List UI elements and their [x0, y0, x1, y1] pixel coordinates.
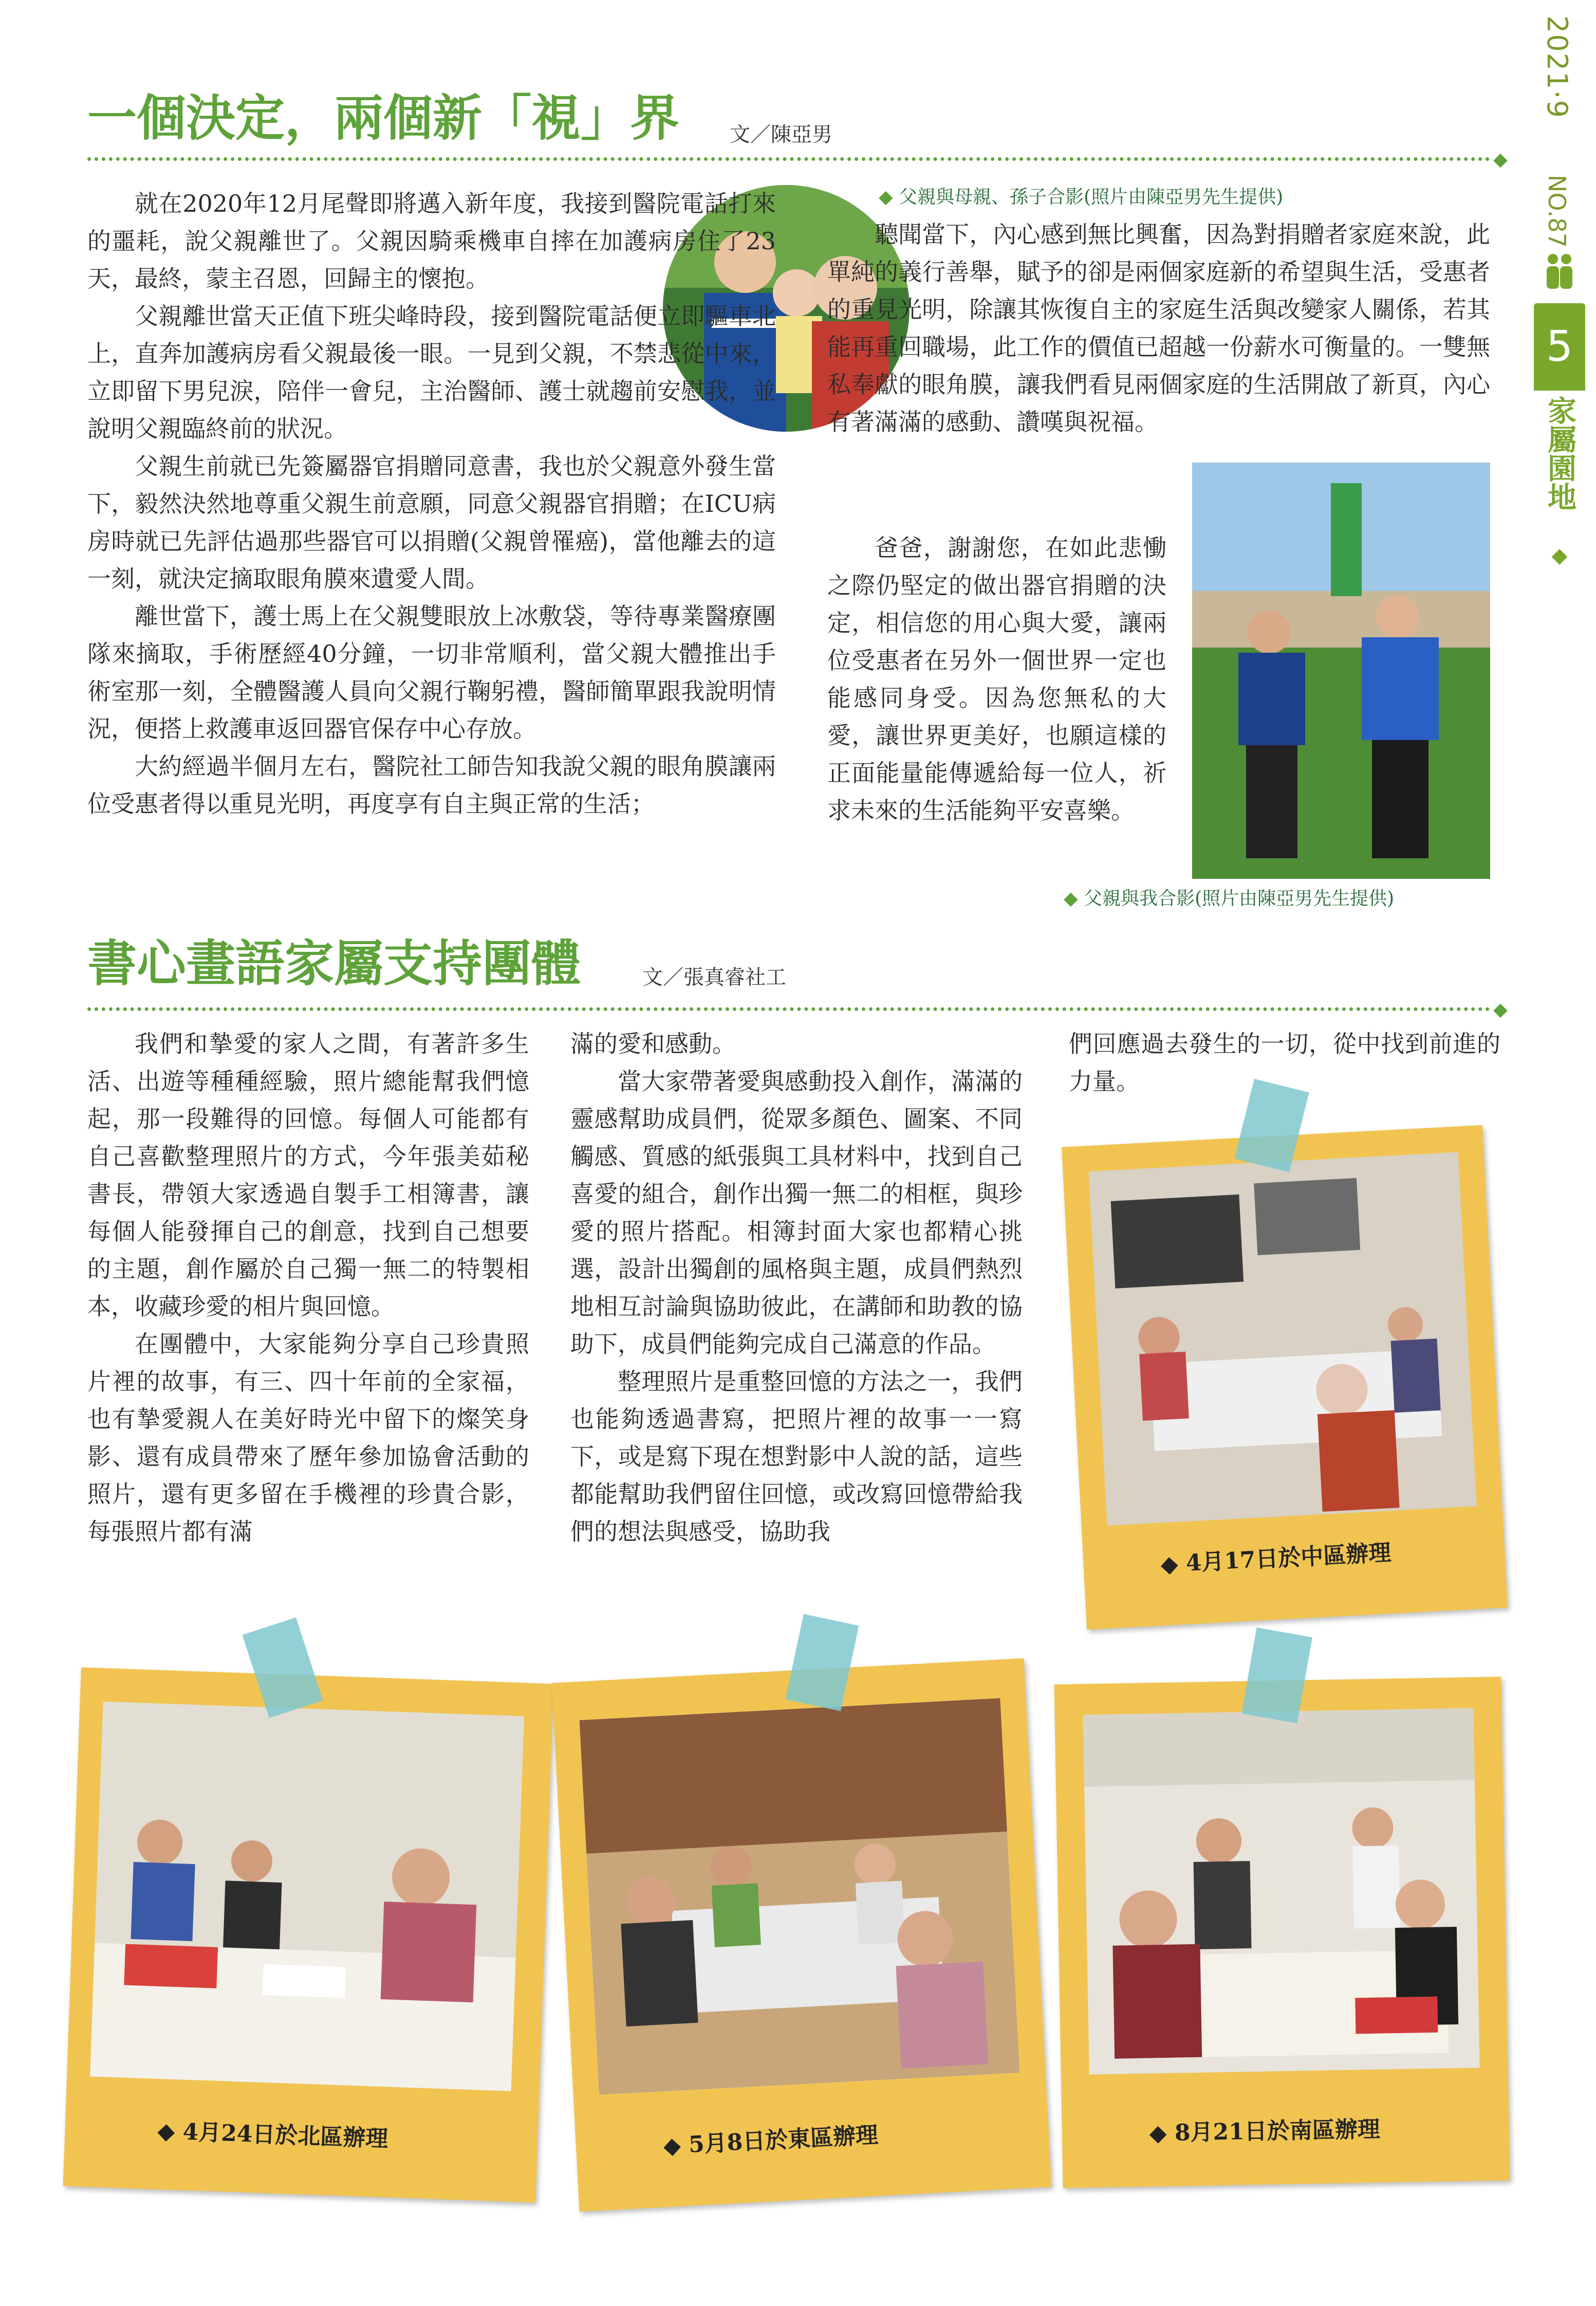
caption-family-photo — [879, 182, 1283, 209]
diamond-bullet-icon: ◆ — [1149, 2119, 1175, 2147]
article1-paragraph-3: 父親生前就已先簽屬器官捐贈同意書，我也於父親意外發生當下，毅然決然地尊重父親生前意願，同意父親器官捐贈；在ICU病房時就已先評估過那些器官可以捐贈(父親曾罹癌)，當他離去的這一刻，就決定摘取眼角膜來遺愛人間。 — [87, 452, 776, 593]
caption-father-and-me-text: 父親與我合影(照片由陳亞男先生提供) — [1084, 888, 1395, 909]
diamond-bullet-icon: ◆ — [879, 187, 899, 208]
polaroid-image-central-art — [1089, 1152, 1477, 1526]
article1-paragraph-2: 父親離世當天正值下班尖峰時段，接到醫院電話便立即驅車北上，直奔加護病房看父親最後一眼。一見到父親，不禁悲從中來，立即留下男兒淚，陪伴一會兒，主治醫師、護士就趨前安慰我，並說明父親臨終前的狀況。 — [87, 302, 776, 442]
diamond-bullet-icon: ◆ — [1064, 888, 1084, 909]
article1-right-column — [827, 216, 1490, 441]
polaroid-image-north-art — [90, 1702, 524, 2091]
polaroid-caption-east-text: 5月8日於東區辦理 — [688, 2121, 879, 2159]
article1-paragraph-5: 大約經過半個月左右，醫院社工師告知我說父親的眼角膜讓兩位受惠者得以重見光明，再度享有自主與正常的生活； — [87, 752, 776, 818]
diamond-bullet-icon: ◆ — [1160, 1550, 1187, 1578]
diamond-bullet-icon: ◆ — [662, 2132, 690, 2160]
article2-paragraph-3: 當大家帶著愛與感動投入創作，滿滿的靈感幫助成員們，從眾多顏色、圖案、不同觸感、質感的紙張與工具材料中，找到自己喜愛的組合，創作出獨一無二的相框，與珍愛的照片搭配。相簿封面大家也都精心挑選，設計出獨創的風格與主題，成員們熱烈地相互討論與協助彼此，在講師和助教的協助下，成員們能夠完成自己滿意的作品。 — [570, 1067, 1023, 1358]
polaroid-photo-north — [63, 1667, 554, 2202]
caption-family-photo-text: 父親與母親、孫子合影(照片由陳亞男先生提供) — [899, 187, 1284, 208]
polaroid-caption-north — [157, 2112, 389, 2153]
polaroid-photo-central — [1062, 1125, 1508, 1630]
polaroid-photo-east — [552, 1658, 1052, 2212]
father-and-son-photo — [1192, 463, 1490, 879]
article1-paragraph-7: 爸爸，謝謝您，在如此悲慟之際仍堅定的做出器官捐贈的決定，相信您的用心與大愛，讓兩位受惠者在另外一個世界一定也能感同身受。因為您無私的大愛，讓世界更美好，也願這樣的正面能量能傳遞給每一位人，祈求未來的生活能夠平安喜樂。 — [827, 534, 1166, 824]
issue-year — [1529, 15, 1585, 119]
article1-title: 一個決定，兩個新「視」界 — [87, 89, 679, 147]
section-label-text: 家屬園地 — [1543, 396, 1576, 511]
polaroid-image-north — [90, 1702, 524, 2091]
diamond-bullet-icon: ◆ — [1493, 999, 1508, 1020]
article2-paragraph-4: 整理照片是重整回憶的方法之一，我們也能夠透過書寫，把照片裡的故事一一寫下，或是寫下現在想對影中人說的話，這些都能幫助我們留住回憶，或改寫回憶帶給我們的想法與感受，協助我 — [570, 1368, 1023, 1545]
polaroid-photo-south — [1054, 1676, 1510, 2188]
article2-paragraph-1: 我們和摯愛的家人之間，有著許多生活、出遊等種種經驗，照片總能幫我們憶起，那一段難得的回憶。每個人可能都有自己喜歡整理照片的方式，今年張美茹秘書長，帶領大家透過自製手工相簿書，讓每個人能發揮自己的創意，找到自己想要的主題，創作屬於自己獨一無二的特製相本，收藏珍愛的相片與回憶。 — [87, 1030, 529, 1320]
article2-column-3-lead: 們回應過去發生的一切，從中找到前進的力量。 — [1069, 1030, 1500, 1095]
article2-divider — [87, 1007, 1490, 1011]
polaroid-caption-south — [1149, 2111, 1380, 2148]
article1-left-column — [87, 185, 776, 823]
polaroid-image-south — [1083, 1708, 1480, 2074]
article2-column-2 — [570, 1025, 1023, 1551]
article1-byline: 文／陳亞男 — [730, 123, 832, 146]
polaroid-caption-south-text: 8月21日於南區辦理 — [1174, 2116, 1381, 2146]
issue-number — [1529, 175, 1585, 248]
issue-number-text: NO.87 — [1543, 175, 1571, 248]
article1-paragraph-6: 聽聞當下，內心感到無比興奮，因為對捐贈者家庭來說，此單純的義行善舉，賦予的卻是兩個家庭新的希望與生活，受惠者的重見光明，除讓其恢復自主的家庭生活與改變家人關係，若其能再重回職場，此工作的價值已超越一份薪水可衡量的。一雙無私奉獻的眼角膜，讓我們看見兩個家庭的生活開啟了新頁，內心有著滿滿的感動、讚嘆與祝福。 — [827, 220, 1490, 436]
article2-column-2-lead: 滿的愛和感動。 — [570, 1030, 736, 1058]
polaroid-image-east — [580, 1698, 1020, 2095]
polaroid-caption-central — [1160, 1534, 1392, 1579]
section-label — [1536, 396, 1583, 511]
family-people-icon — [1542, 252, 1578, 293]
diamond-bullet-icon: ◆ — [157, 2118, 183, 2145]
polaroid-image-east-art — [580, 1698, 1020, 2095]
article2-column-1 — [87, 1025, 529, 1551]
caption-father-and-me — [1064, 884, 1394, 910]
article2-paragraph-2: 在團體中，大家能夠分享自己珍貴照片裡的故事，有三、四十年前的全家福，也有摯愛親人在美好時光中留下的燦笑身影、還有成員帶來了歷年參加協會活動的照片，還有更多留在手機裡的珍貴合影，每張照片都有滿 — [87, 1330, 529, 1545]
article1-divider — [87, 157, 1490, 161]
polaroid-caption-central-text: 4月17日於中區辦理 — [1185, 1539, 1392, 1577]
issue-year-text: 2021·9 — [1541, 15, 1573, 119]
polaroid-image-south-art — [1083, 1708, 1480, 2074]
page-number: 5 — [1534, 303, 1585, 391]
article1-right-column-lower — [827, 529, 1166, 829]
polaroid-caption-north-text: 4月24日於北區辦理 — [182, 2118, 389, 2152]
article2-title: 書心畫語家屬支持團體 — [87, 934, 581, 992]
diamond-bullet-icon: ◆ — [1493, 149, 1508, 170]
diamond-bullet-icon: ◆ — [1551, 544, 1568, 567]
article2-byline: 文／張真睿社工 — [642, 966, 786, 989]
polaroid-caption-east — [662, 2116, 879, 2161]
father-and-son-photo-image — [1192, 463, 1490, 879]
article1-paragraph-4: 離世當下，護士馬上在父親雙眼放上冰敷袋，等待專業醫療團隊來摘取，手術歷經40分鐘，一切非常順利，當父親大體推出手術室那一刻，全體醫護人員向父親行鞠躬禮，醫師簡單跟我說明情況，便搭上救護車返回器官保存中心存放。 — [87, 602, 776, 743]
polaroid-image-central — [1089, 1152, 1477, 1526]
article1-paragraph-1: 就在2020年12月尾聲即將邁入新年度，我接到醫院電話打來的噩耗，說父親離世了。父親因騎乘機車自摔在加護病房住了23天，最終，蒙主召恩，回歸主的懷抱。 — [87, 190, 776, 292]
